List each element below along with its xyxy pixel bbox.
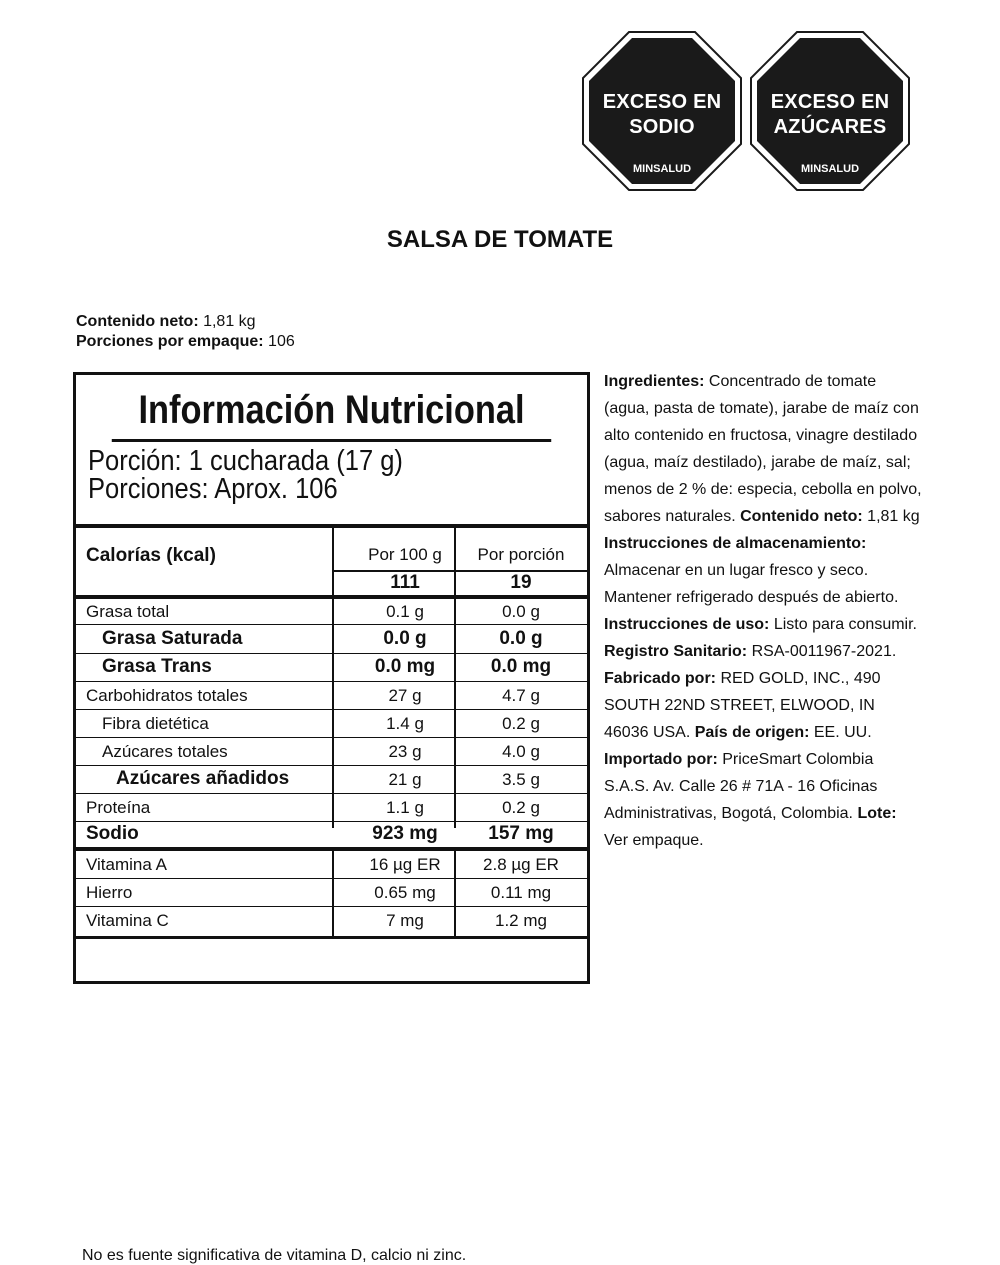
row-divider [76, 878, 587, 879]
nutrient-value-100g: 16 µg ER [369, 855, 441, 874]
servings-label: Porciones por empaque: [76, 333, 264, 350]
registry-label: Registro Sanitario: [604, 643, 748, 660]
nutrient-label: Azúcares totales [102, 742, 228, 761]
storage-text: Almacenar en un lugar fresco y seco. Mantener refrigerado después de abierto. [604, 562, 899, 606]
nutrient-value-portion: 1.2 mg [495, 911, 547, 930]
nutrient-value-portion: 0.0 g [499, 628, 543, 649]
nutrient-value-portion: 0.0 mg [490, 656, 552, 677]
nutrient-label: Proteína [86, 798, 151, 817]
nutrient-label: Sodio [86, 823, 139, 844]
nutrient-value-portion: 0.0 g [502, 602, 540, 621]
row-divider [76, 821, 587, 822]
seal-authority: MINSALUD [800, 163, 860, 175]
nutrient-label: Grasa total [86, 602, 170, 621]
nutrient-value-portion: 4.0 g [502, 742, 540, 761]
row-divider [76, 653, 587, 654]
nutrient-value-100g: 27 g [388, 686, 422, 705]
nutrient-label: Azúcares añadidos [116, 768, 290, 789]
row-divider [76, 765, 587, 766]
calories-100g: 111 [390, 572, 420, 593]
nutrient-label: Fibra dietética [102, 714, 209, 733]
row-divider [76, 624, 587, 625]
row-divider [76, 681, 587, 682]
net-content [76, 313, 256, 331]
row-divider [76, 737, 587, 738]
nutrient-value-100g: 0.0 mg [374, 656, 436, 677]
storage-label: Instrucciones de almacenamiento: [604, 535, 867, 552]
nutrition-title: Información Nutricional [112, 375, 551, 442]
nutrient-label: Grasa Trans [102, 656, 212, 677]
calories-portion: 19 [510, 572, 532, 593]
seal-line2: SODIO [629, 116, 695, 138]
importer-label: Importado por: [604, 751, 718, 768]
nutrient-value-100g: 1.1 g [386, 798, 424, 817]
net-text: 1,81 kg [862, 508, 920, 525]
nutrient-value-100g: 0.65 mg [374, 883, 436, 902]
portion-size: Porción: 1 cucharada (17 g) [88, 445, 403, 477]
servings-value: 106 [263, 333, 295, 350]
column-divider [332, 528, 334, 828]
use-label: Instrucciones de uso: [604, 616, 770, 633]
nutrient-value-100g: 923 mg [372, 823, 438, 844]
warning-seal-sodium [581, 30, 743, 192]
maker-label: Fabricado por: [604, 670, 717, 687]
use-text: Listo para consumir. [769, 616, 917, 633]
nutrient-value-portion: 2.8 µg ER [483, 855, 559, 874]
nutrient-value-100g: 1.4 g [386, 714, 424, 733]
nutrient-value-100g: 23 g [388, 742, 422, 761]
nutrient-value-portion: 0.2 g [502, 714, 540, 733]
maker-text: RED GOLD, INC., 490 SOUTH 22ND STREET, ELWOOD, IN 46036 USA. [604, 670, 881, 741]
nutrient-value-portion: 157 mg [488, 823, 554, 844]
seal-line1: EXCESO EN [602, 91, 722, 113]
net-content-value: 1,81 kg [198, 313, 256, 330]
nutrient-value-100g: 0.1 g [386, 602, 424, 621]
nutrient-value-100g: 7 mg [386, 911, 424, 930]
portion-info [88, 447, 403, 503]
lot-text: Ver empaque. [604, 832, 704, 849]
row-divider [76, 906, 587, 907]
seal-line1: EXCESO EN [770, 91, 890, 113]
origin-label: País de origen: [694, 724, 810, 741]
servings-per-package [76, 333, 295, 351]
divider [76, 595, 587, 599]
divider [76, 936, 587, 939]
ingredients-panel [604, 368, 922, 854]
ingredients-text: Concentrado de tomate (agua, pasta de tomate), jarabe de maíz con alto contenido en fructosa, vinagre destilado (agua, maíz destilado), jarabe de maíz, sal; menos de 2 % de: especia, cebolla en polvo, sabores naturales. [604, 373, 922, 525]
calories-label: Calorías (kcal) [86, 545, 216, 566]
ingredients-label: Ingredientes: [604, 373, 705, 390]
net-label: Contenido neto: [740, 508, 863, 525]
nutrient-label: Vitamina C [86, 911, 169, 930]
nutrient-value-portion: 3.5 g [502, 770, 540, 789]
warning-seal-sugars [749, 30, 911, 192]
nutrient-value-portion: 0.11 mg [490, 883, 552, 902]
nutrition-table [73, 372, 590, 1264]
row-divider [76, 793, 587, 794]
nutrient-label: Vitamina A [86, 855, 167, 874]
lot-label: Lote: [857, 805, 897, 822]
product-title: SALSA DE TOMATE [386, 226, 614, 253]
nutrient-label: Carbohidratos totales [86, 686, 248, 705]
nutrient-label: Grasa Saturada [102, 628, 243, 649]
registry-text: RSA-0011967-2021. [747, 643, 897, 660]
net-content-label: Contenido neto: [76, 313, 199, 330]
col-header-100g: Por 100 g [368, 545, 442, 564]
seal-line2: AZÚCARES [773, 116, 887, 138]
seal-authority: MINSALUD [632, 163, 692, 175]
importer-text: PriceSmart Colombia S.A.S. Av. Calle 26 # 71A - 16 Oficinas Administrativas, Bogotá, Colombia. [604, 751, 878, 822]
nutrient-label: Hierro [86, 883, 133, 902]
nutrient-value-100g: 0.0 g [383, 628, 427, 649]
portions-count: Porciones: Aprox. 106 [88, 473, 338, 505]
nutrient-value-portion: 4.7 g [502, 686, 540, 705]
row-divider [76, 709, 587, 710]
col-header-portion: Por porción [477, 545, 565, 564]
nutrient-value-portion: 0.2 g [502, 798, 540, 817]
column-divider [332, 851, 334, 936]
origin-text: EE. UU. [809, 724, 872, 741]
nutrient-value-100g: 21 g [388, 770, 422, 789]
nutrition-footnote: No es fuente significativa de vitamina D, calcio ni zinc. [82, 1247, 467, 1264]
